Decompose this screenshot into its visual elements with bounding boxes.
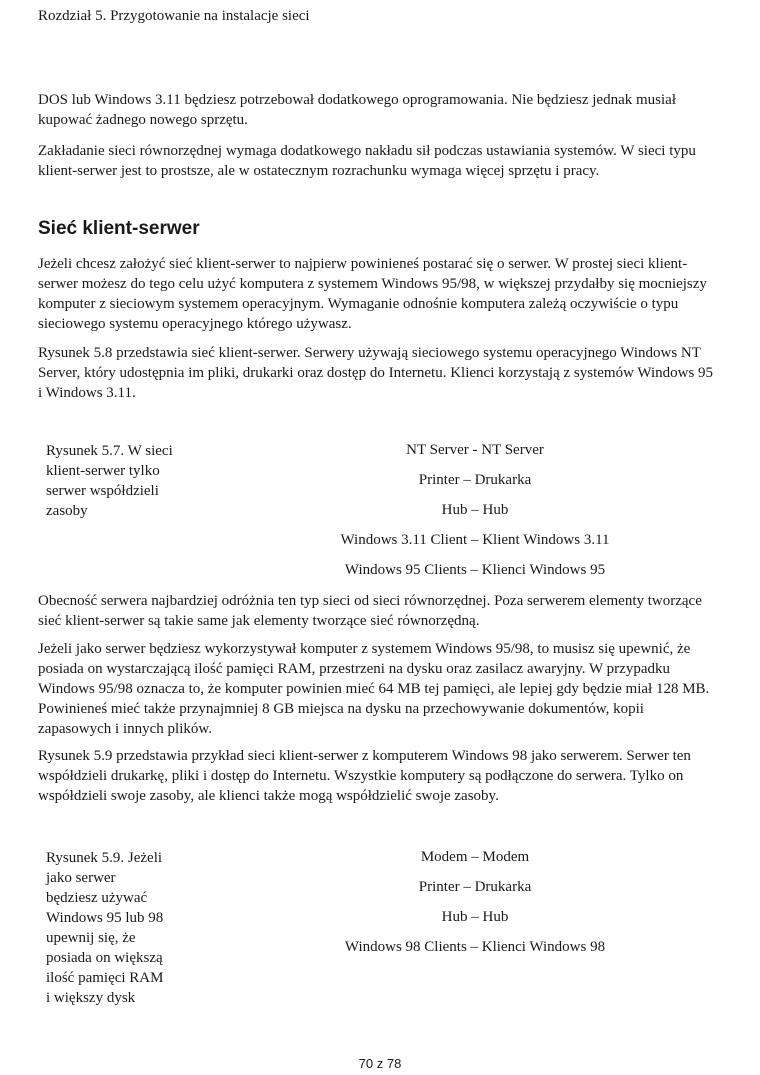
legend-item: Hub – Hub	[441, 909, 509, 925]
page-number: 70 z 78	[358, 1056, 402, 1071]
figure-caption: Rysunek 5.7. W sieci klient-serwer tylko serwer współdzieli zasoby	[46, 443, 173, 519]
legend-item: Windows 98 Clients – Klienci Windows 98	[344, 939, 606, 955]
legend-item: Windows 95 Clients – Klienci Windows 95	[344, 562, 606, 578]
figure-legend	[250, 435, 700, 585]
legend-item: Modem – Modem	[420, 849, 530, 865]
section-heading: Sieć klient-serwer	[38, 218, 200, 239]
legend-item: Hub – Hub	[441, 502, 509, 518]
running-header: Rozdział 5. Przygotowanie na instalacje sieci	[38, 8, 310, 24]
paragraph: Zakładanie sieci równorzędnej wymaga dodatkowego nakładu sił podczas ustawiania systemów. W sieci typu klient-serwer jest to prostsze, ale w ostatecznym rozrachunku wymaga więcej sprzętu i pracy.	[38, 143, 696, 179]
paragraph: Rysunek 5.9 przedstawia przykład sieci klient-serwer z komputerem Windows 98 jako serwerem. Serwer ten współdzieli drukarkę, pliki i dostęp do Internetu. Wszystkie komputery są podłączone do serwera. Tylko on współdzieli swoje zasoby, ale klienci także mogą współdzielić swoje zasoby.	[38, 748, 691, 804]
paragraph: DOS lub Windows 3.11 będziesz potrzebował dodatkowego oprogramowania. Nie będziesz jednak musiał kupować żadnego nowego sprzętu.	[38, 92, 676, 128]
paragraph: Obecność serwera najbardziej odróżnia ten typ sieci od sieci równorzędnej. Poza serwerem elementy tworzące sieć klient-serwer są takie same jak elementy tworzące sieć równorzędną.	[38, 593, 702, 629]
paragraph: Jeżeli jako serwer będziesz wykorzystywał komputer z systemem Windows 95/98, to musisz się upewnić, że posiada on wystarczającą ilość pamięci RAM, przestrzeni na dysku oraz zasilacz awaryjny. W przypadku Windows 95/98 oznacza to, że komputer powinien mieć 64 MB tej pamięci, ale lepiej gdy będzie miał 128 MB. Powinieneś mieć także przynajmniej 8 GB miejsca na dysku na przechowywanie dokumentów, kopii zapasowych i innych plików.	[38, 641, 710, 737]
legend-item: Printer – Drukarka	[418, 472, 532, 488]
figure-caption: Rysunek 5.9. Jeżeli jako serwer będziesz używać Windows 95 lub 98 upewnij się, że posiada on większą ilość pamięci RAM i większy dysk	[46, 850, 164, 1006]
legend-item: NT Server - NT Server	[406, 442, 544, 458]
paragraph: Rysunek 5.8 przedstawia sieć klient-serwer. Serwery używają sieciowego systemu operacyjnego Windows NT Server, który udostępnia im pliki, drukarki oraz dostęp do Internetu. Klienci korzystają z systemów Windows 95 i Windows 3.11.	[38, 345, 714, 401]
paragraph: Jeżeli chcesz założyć sieć klient-serwer to najpierw powinieneś postarać się o serwer. W prostej sieci klient-serwer możesz do tego celu użyć komputera z systemem Windows 95/98, w większej przydałby się mocniejszy komputer z sieciowym systemem operacyjnym. Wymaganie odnośnie komputera zależą oczywiście o typu sieciowego systemu operacyjnego którego używasz.	[38, 256, 707, 332]
figure-legend	[250, 842, 700, 962]
legend-item: Windows 3.11 Client – Klient Windows 3.11	[340, 532, 610, 548]
legend-item: Printer – Drukarka	[418, 879, 532, 895]
